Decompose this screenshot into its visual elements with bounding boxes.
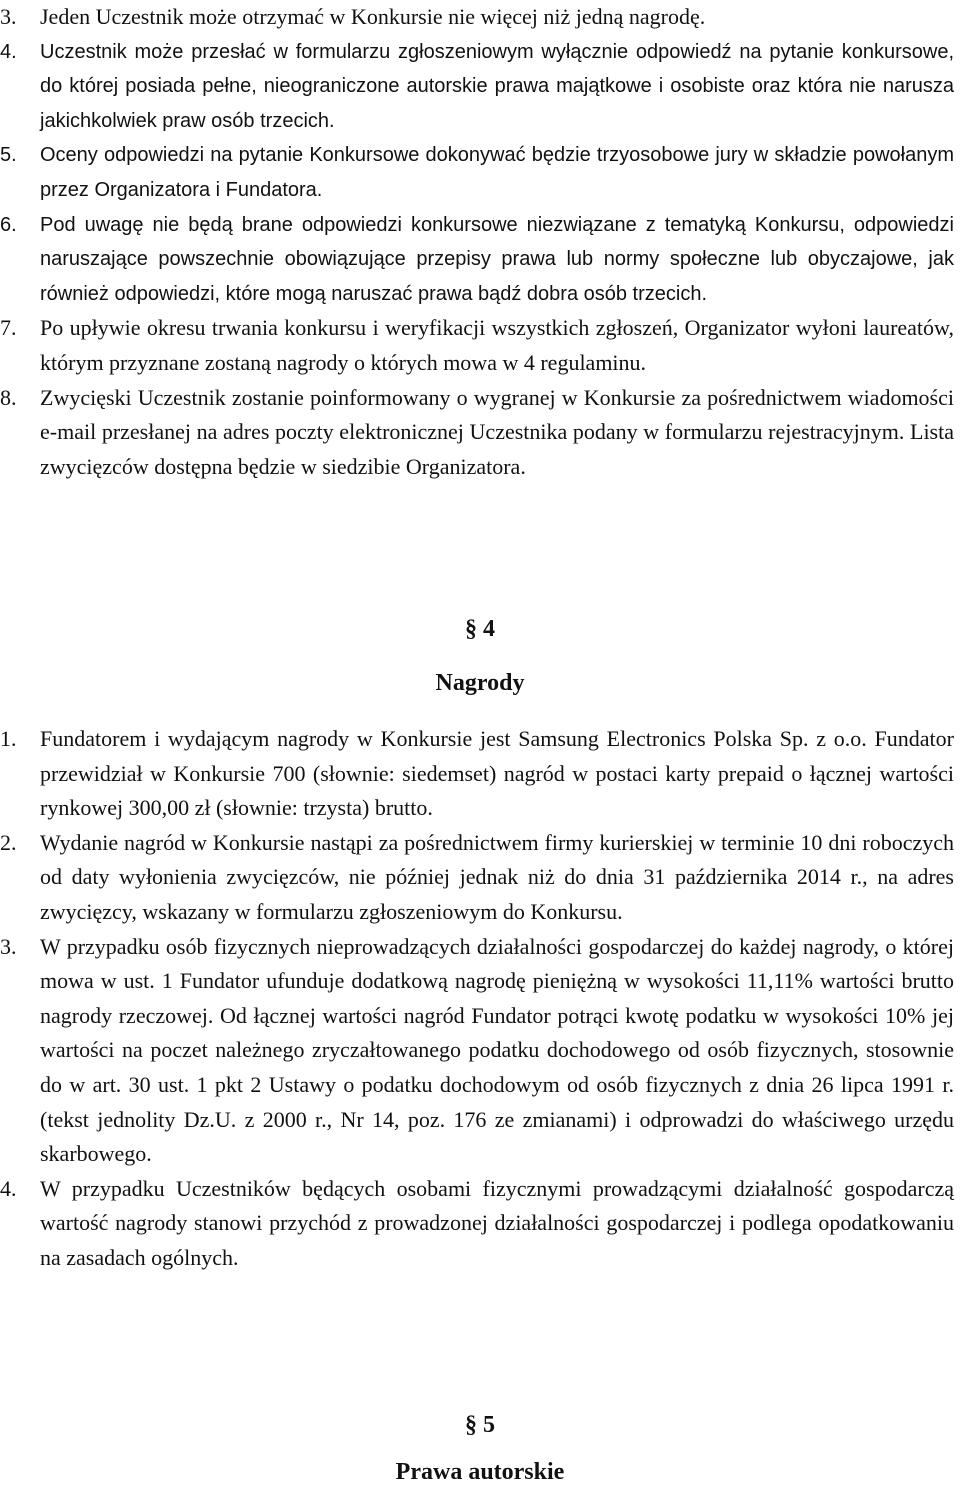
list-item xyxy=(0,138,960,207)
item-text: Jeden Uczestnik może otrzymać w Konkursie nie więcej niż jedną nagrodę. xyxy=(40,4,706,29)
item-text: Pod uwagę nie będą brane odpowiedzi konkursowe niezwiązane z tematyką Konkursu, odpowiedzi naruszające powszechnie obowiązujące przepisy prawa lub normy społeczne lub obyczajowe, jak również odpowiedzi, które mogą naruszać prawa bądź dobra osób trzecich. xyxy=(40,213,954,305)
item-text: Wydanie nagród w Konkursie nastąpi za pośrednictwem firmy kurierskiej w terminie 10 dni roboczych od daty wyłonienia zwycięzców, nie później jednak niż do dnia 31 października 2014 r., na adres zwycięzcy, wskazany w formularzu zgłoszeniowym do Konkursu. xyxy=(40,829,954,924)
item-number: 3. xyxy=(0,933,17,959)
section-mark-5: § 5 xyxy=(465,1412,495,1438)
item-number: 8. xyxy=(0,384,17,410)
list-item xyxy=(0,0,960,35)
list-item xyxy=(0,722,960,826)
section-mark-4: § 4 xyxy=(465,616,495,642)
item-number: 1. xyxy=(0,726,17,751)
item-number: 7. xyxy=(0,315,17,341)
item-text: Fundatorem i wydającym nagrody w Konkursie jest Samsung Electronics Polska Sp. z o.o. Fundator przewidział w Konkursie 700 (słownie: siedemset) nagród w postaci karty prepaid o łącznej wartości rynkowej 300,00 zł (słownie: trzysta) brutto. xyxy=(40,726,954,821)
section-title-prawa-autorskie: Prawa autorskie xyxy=(395,1459,565,1485)
list-item xyxy=(0,208,960,312)
item-number: 2. xyxy=(0,829,17,855)
item-text: Po upływie okresu trwania konkursu i weryfikacji wszystkich zgłoszeń, Organizator wyłoni laureatów, którym przyznane zostaną nagrody o których mowa w 4 regulaminu. xyxy=(40,315,954,375)
section-number: 5 xyxy=(483,1412,495,1438)
list-item xyxy=(0,930,960,1172)
item-text: Uczestnik może przesłać w formularzu zgłoszeniowym wyłącznie odpowiedź na pytanie konkursowe, do której posiada pełne, nieograniczone autorskie prawa majątkowe i osobiste oraz która nie narusza jakichkolwiek praw osób trzecich. xyxy=(40,40,954,132)
item-number: 5. xyxy=(0,144,17,167)
section-3-list xyxy=(0,0,960,484)
section-number: 4 xyxy=(483,616,495,642)
item-text: Zwycięski Uczestnik zostanie poinformowany o wygranej w Konkursie za pośrednictwem wiadomości e-mail przesłanej na adres poczty elektronicznej Uczestnika podany w formularzu rejestracyjnym. Lista zwycięzców dostępna będzie w siedzibie Organizatora. xyxy=(40,384,954,479)
list-item xyxy=(0,311,960,380)
list-item xyxy=(0,826,960,930)
list-item xyxy=(0,1172,960,1276)
item-text: W przypadku osób fizycznych nieprowadzących działalności gospodarczej do każdej nagrody, o której mowa w ust. 1 Fundator ufunduje dodatkową nagrodę pieniężną w wysokości 11,11% wartości brutto nagrody rzeczowej. Od łącznej wartości nagród Fundator potrąci kwotę podatku w wysokości 10% jej wartości na poczet należnego zryczałtowanego podatku dochodowego od osób fizycznych, stosownie do w art. 30 ust. 1 pkt 2 Ustawy o podatku dochodowym od osób fizycznych z dnia 26 lipca 1991 r. (tekst jednolity Dz.U. z 2000 r., Nr 14, poz. 176 ze zmianami) i odprowadzi do właściwego urzędu skarbowego. xyxy=(40,933,954,1167)
item-number: 4. xyxy=(0,40,17,63)
item-number: 6. xyxy=(0,213,17,236)
section-4-list xyxy=(0,722,960,1276)
item-number: 4. xyxy=(0,1175,17,1201)
list-item xyxy=(0,381,960,485)
item-number: 3. xyxy=(0,4,17,29)
item-text: W przypadku Uczestników będących osobami fizycznymi prowadzącymi działalność gospodarczą wartość nagrody stanowi przychód z prowadzonej działalności gospodarczej i podlega opodatkowaniu na zasadach ogólnych. xyxy=(40,1175,954,1270)
item-text: Oceny odpowiedzi na pytanie Konkursowe dokonywać będzie trzyosobowe jury w składzie powołanym przez Organizatora i Fundatora. xyxy=(40,144,954,201)
section-title-nagrody: Nagrody xyxy=(435,670,525,696)
list-item xyxy=(0,35,960,139)
